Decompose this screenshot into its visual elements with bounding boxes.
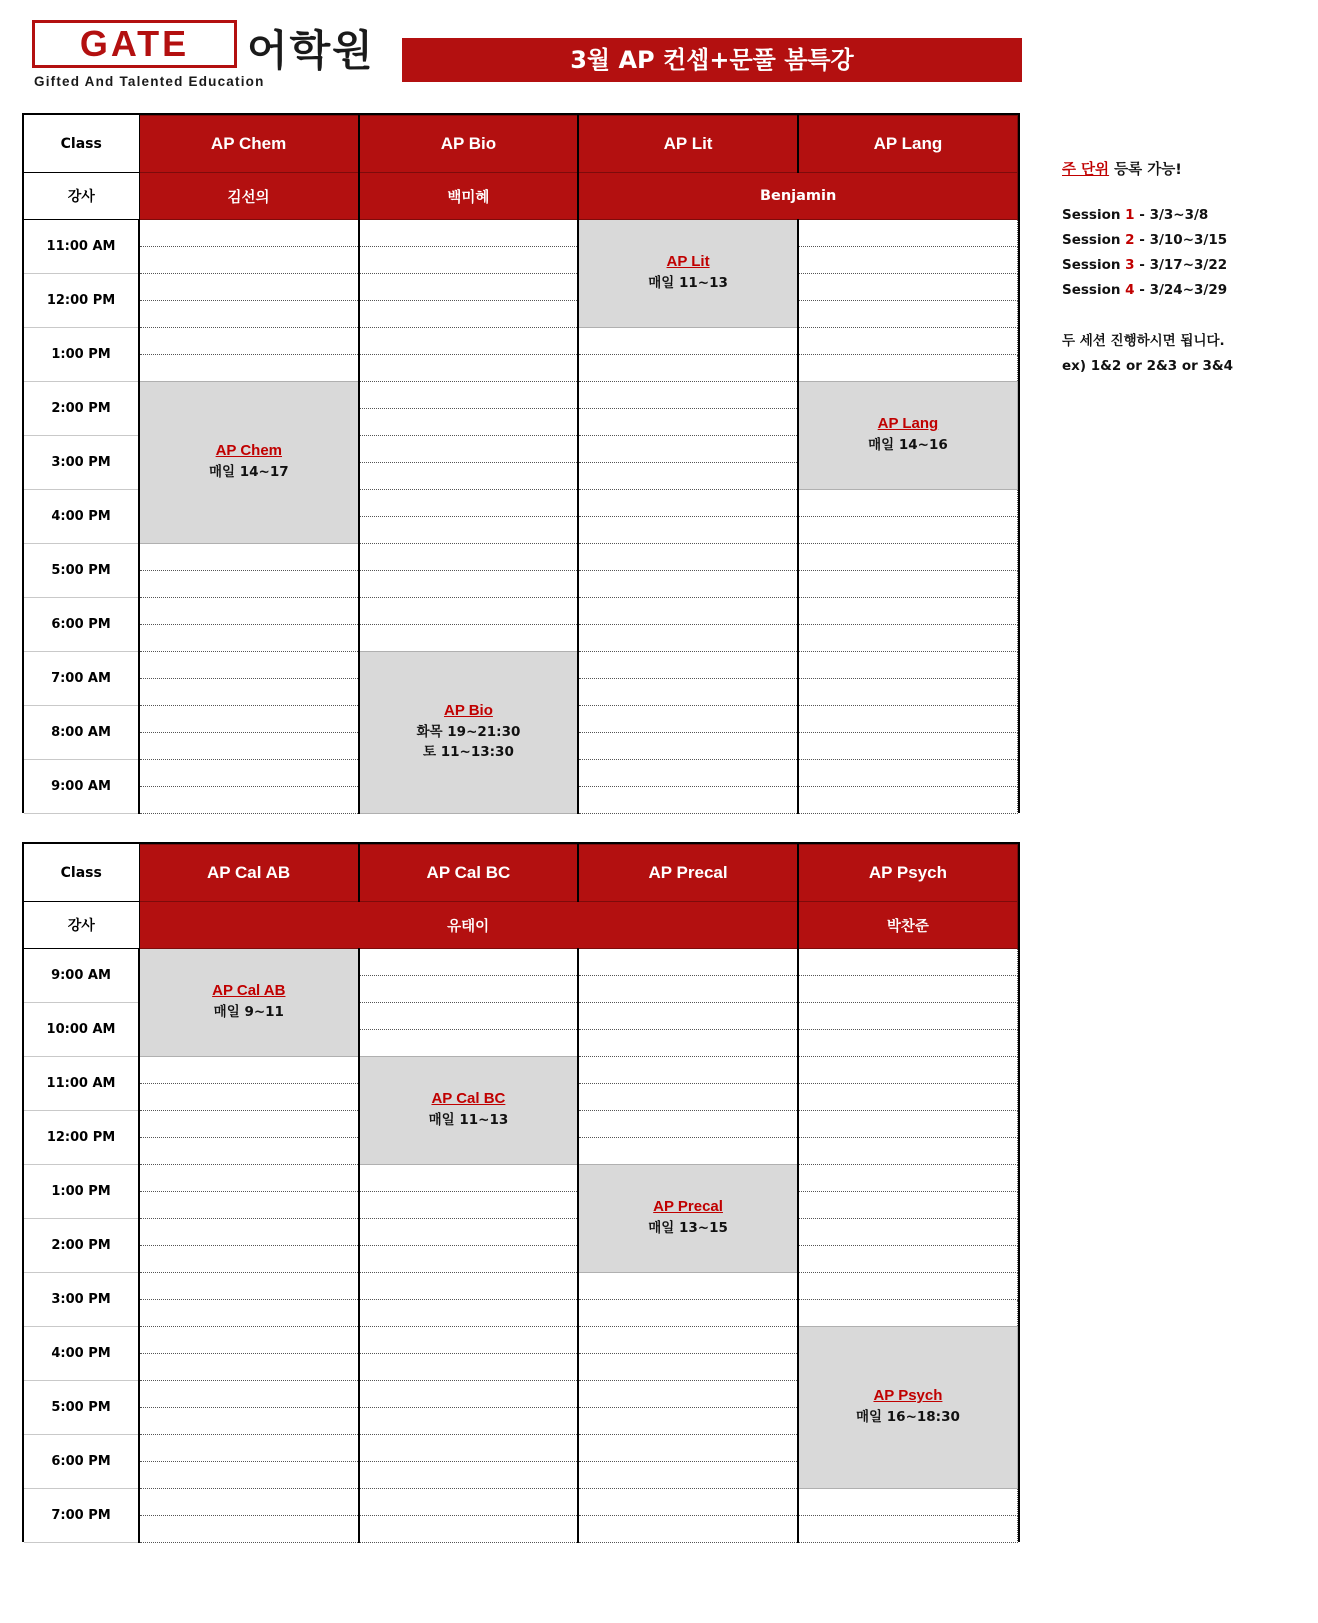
empty-slot[interactable] [578,1111,798,1138]
class-block[interactable] [798,382,1018,490]
empty-slot[interactable] [139,1138,359,1165]
class-time: 매일 9~11 [213,1004,284,1021]
empty-slot[interactable] [359,436,579,463]
session-number: 2 [1125,231,1135,248]
empty-slot[interactable] [578,976,798,1003]
empty-slot[interactable] [139,1381,359,1408]
empty-slot[interactable] [578,1003,798,1030]
class-block[interactable] [139,949,359,1057]
logo-main-text: GATE [79,23,190,64]
empty-slot[interactable] [798,760,1018,787]
class-name: AP Bio [443,702,493,720]
empty-slot[interactable] [798,1084,1018,1111]
time-label: 3:00 PM [24,436,139,490]
teacher-name: 유태이 [139,902,798,949]
time-label: 2:00 PM [24,1219,139,1273]
empty-slot[interactable] [578,409,798,436]
empty-slot[interactable] [139,1462,359,1489]
time-label: 11:00 AM [24,220,139,274]
corner-label: Class [24,116,139,173]
teacher-label: 강사 [24,902,139,949]
empty-slot[interactable] [139,706,359,733]
teacher-name: 김선의 [139,173,359,220]
empty-slot[interactable] [578,490,798,517]
schedule-row [24,1219,1018,1246]
column-header: AP Chem [139,116,359,173]
empty-slot[interactable] [798,1003,1018,1030]
empty-slot[interactable] [359,517,579,544]
schedule-grid-2 [24,844,1018,1543]
class-name: AP Lit [666,253,710,271]
empty-slot[interactable] [578,1273,798,1300]
empty-slot[interactable] [578,1327,798,1354]
schedule-row [24,1057,1018,1084]
schedule-row [24,1246,1018,1273]
class-name: AP Cal BC [431,1090,506,1108]
empty-slot[interactable] [798,328,1018,355]
time-label: 1:00 PM [24,328,139,382]
time-label: 5:00 PM [24,1381,139,1435]
schedule-row [24,571,1018,598]
time-label: 9:00 AM [24,949,139,1003]
empty-slot[interactable] [139,1165,359,1192]
schedule-row [24,1327,1018,1354]
empty-slot[interactable] [359,247,579,274]
class-block[interactable] [578,220,798,328]
time-label: 7:00 PM [24,1489,139,1543]
empty-slot[interactable] [139,598,359,625]
empty-slot[interactable] [359,571,579,598]
empty-slot[interactable] [578,571,798,598]
empty-slot[interactable] [578,1489,798,1516]
empty-slot[interactable] [139,1273,359,1300]
empty-slot[interactable] [578,706,798,733]
schedule-row [24,544,1018,571]
empty-slot[interactable] [359,1273,579,1300]
empty-slot[interactable] [139,652,359,679]
empty-slot[interactable] [139,1354,359,1381]
empty-slot[interactable] [139,1327,359,1354]
teacher-name: Benjamin [578,173,1017,220]
schedule-row [24,274,1018,301]
empty-slot[interactable] [578,652,798,679]
empty-slot[interactable] [798,1300,1018,1327]
time-label: 10:00 AM [24,1003,139,1057]
schedule-row [24,328,1018,355]
schedule-row [24,1489,1018,1516]
empty-slot[interactable] [359,1300,579,1327]
empty-slot[interactable] [139,1300,359,1327]
empty-slot[interactable] [578,328,798,355]
empty-slot[interactable] [798,733,1018,760]
column-header: AP Lang [798,116,1018,173]
empty-slot[interactable] [139,1435,359,1462]
empty-slot[interactable] [359,463,579,490]
empty-slot[interactable] [359,1354,579,1381]
session-item [1062,228,1302,253]
empty-slot[interactable] [359,949,579,976]
empty-slot[interactable] [359,976,579,1003]
empty-slot[interactable] [139,1111,359,1138]
empty-slot[interactable] [798,1165,1018,1192]
class-time: 화목 19~21:30 [416,724,521,741]
empty-slot[interactable] [139,679,359,706]
empty-slot[interactable] [578,679,798,706]
notes-headline [1062,158,1302,179]
session-label: Session [1062,281,1126,298]
empty-slot[interactable] [578,436,798,463]
schedule-row [24,355,1018,382]
empty-slot[interactable] [578,1408,798,1435]
page-header [0,0,1318,100]
empty-slot[interactable] [359,490,579,517]
logo [32,20,402,94]
side-notes [1062,158,1302,379]
session-label: Session [1062,231,1126,248]
time-label: 3:00 PM [24,1273,139,1327]
session-number: 1 [1125,207,1135,223]
time-label: 2:00 PM [24,382,139,436]
empty-slot[interactable] [139,1219,359,1246]
empty-slot[interactable] [578,1030,798,1057]
class-time: 매일 13~15 [648,1220,728,1237]
empty-slot[interactable] [578,1084,798,1111]
column-header: AP Cal BC [359,845,579,902]
schedule-row [24,220,1018,247]
empty-slot[interactable] [578,625,798,652]
empty-slot[interactable] [139,328,359,355]
class-time: 매일 11~13 [428,1112,509,1129]
class-time: 매일 14~17 [208,464,289,481]
empty-slot[interactable] [798,571,1018,598]
class-time: 토 11~13:30 [423,744,514,760]
empty-slot[interactable] [798,517,1018,544]
time-label: 5:00 PM [24,544,139,598]
schedule-row [24,1192,1018,1219]
empty-slot[interactable] [798,1192,1018,1219]
class-name: AP Psych [873,1387,943,1405]
empty-slot[interactable] [798,355,1018,382]
schedule-row [24,652,1018,679]
schedule-grid-1 [24,115,1018,814]
class-name: AP Cal AB [212,982,286,1000]
empty-slot[interactable] [798,949,1018,976]
class-name: AP Chem [215,442,283,460]
empty-slot[interactable] [798,1219,1018,1246]
empty-slot[interactable] [359,1516,579,1543]
empty-slot[interactable] [798,490,1018,517]
schedule-row [24,1300,1018,1327]
empty-slot[interactable] [139,760,359,787]
class-block[interactable] [139,382,359,544]
empty-slot[interactable] [359,1246,579,1273]
empty-slot[interactable] [139,301,359,328]
schedule-row [24,382,1018,409]
empty-slot[interactable] [798,247,1018,274]
page-title: 3월 AP 컨셉+문풀 봄특강 [402,38,1022,82]
session-label: Session [1062,256,1126,273]
empty-slot[interactable] [578,1462,798,1489]
class-time: 매일 14~16 [868,437,948,454]
column-header: AP Cal AB [139,845,359,902]
column-header: AP Bio [359,116,579,173]
schedule-row [24,301,1018,328]
empty-slot[interactable] [578,1381,798,1408]
empty-slot[interactable] [139,1489,359,1516]
empty-slot[interactable] [798,1273,1018,1300]
empty-slot[interactable] [578,949,798,976]
empty-slot[interactable] [578,1300,798,1327]
empty-slot[interactable] [798,1111,1018,1138]
empty-slot[interactable] [359,301,579,328]
empty-slot[interactable] [359,274,579,301]
schedule-table-2 [22,842,1020,1542]
empty-slot[interactable] [798,679,1018,706]
session-dates: - 3/17~3/22 [1134,256,1228,273]
notes-footer-line-2: ex) 1&2 or 2&3 or 3&4 [1062,357,1234,374]
session-item [1062,253,1302,278]
time-label: 11:00 AM [24,1057,139,1111]
teacher-name: 백미혜 [359,173,579,220]
empty-slot[interactable] [359,1489,579,1516]
empty-slot[interactable] [798,1246,1018,1273]
session-number: 3 [1125,256,1135,273]
time-label: 8:00 AM [24,706,139,760]
empty-slot[interactable] [578,382,798,409]
column-header: AP Lit [578,116,798,173]
schedule-row [24,1516,1018,1543]
session-item [1062,278,1302,303]
empty-slot[interactable] [139,1246,359,1273]
empty-slot[interactable] [798,220,1018,247]
empty-slot[interactable] [578,1435,798,1462]
teacher-name: 박찬준 [798,902,1018,949]
empty-slot[interactable] [359,1327,579,1354]
empty-slot[interactable] [139,355,359,382]
empty-slot[interactable] [359,328,579,355]
empty-slot[interactable] [798,544,1018,571]
empty-slot[interactable] [139,733,359,760]
empty-slot[interactable] [359,625,579,652]
empty-slot[interactable] [798,301,1018,328]
session-dates: - 3/10~3/15 [1134,231,1228,248]
empty-slot[interactable] [578,787,798,814]
empty-slot[interactable] [798,598,1018,625]
empty-slot[interactable] [359,1408,579,1435]
notes-headline-rest: 등록 가능! [1109,162,1182,178]
session-item [1062,203,1302,228]
empty-slot[interactable] [798,1516,1018,1543]
empty-slot[interactable] [139,1057,359,1084]
empty-slot[interactable] [578,1354,798,1381]
session-list [1062,203,1302,303]
empty-slot[interactable] [578,463,798,490]
schedule-row [24,598,1018,625]
empty-slot[interactable] [578,760,798,787]
time-label: 1:00 PM [24,1165,139,1219]
session-dates: - 3/3~3/8 [1134,207,1209,223]
empty-slot[interactable] [139,544,359,571]
empty-slot[interactable] [578,1138,798,1165]
schedule-row [24,247,1018,274]
class-name: AP Precal [653,1198,723,1216]
time-label: 9:00 AM [24,760,139,814]
session-label: Session [1062,207,1126,223]
empty-slot[interactable] [359,382,579,409]
empty-slot[interactable] [578,517,798,544]
class-block[interactable] [798,1327,1018,1489]
empty-slot[interactable] [139,571,359,598]
empty-slot[interactable] [359,1192,579,1219]
empty-slot[interactable] [798,1030,1018,1057]
empty-slot[interactable] [578,1516,798,1543]
notes-headline-underlined: 주 단위 [1062,162,1110,178]
empty-slot[interactable] [578,1057,798,1084]
time-label: 4:00 PM [24,490,139,544]
schedule-row [24,625,1018,652]
teacher-row [24,902,1018,949]
time-label: 12:00 PM [24,1111,139,1165]
empty-slot[interactable] [798,1138,1018,1165]
schedule-row [24,1165,1018,1192]
empty-slot[interactable] [359,544,579,571]
empty-slot[interactable] [798,1057,1018,1084]
empty-slot[interactable] [139,625,359,652]
header-row [24,116,1018,173]
empty-slot[interactable] [359,409,579,436]
time-label: 7:00 AM [24,652,139,706]
empty-slot[interactable] [139,220,359,247]
schedule-table-1 [22,113,1020,813]
empty-slot[interactable] [798,652,1018,679]
empty-slot[interactable] [359,1462,579,1489]
empty-slot[interactable] [798,625,1018,652]
empty-slot[interactable] [359,1381,579,1408]
empty-slot[interactable] [578,598,798,625]
empty-slot[interactable] [359,1030,579,1057]
teacher-row [24,173,1018,220]
teacher-label: 강사 [24,173,139,220]
empty-slot[interactable] [139,1516,359,1543]
schedule-row [24,1273,1018,1300]
empty-slot[interactable] [139,1084,359,1111]
notes-footer [1062,329,1302,379]
class-block[interactable] [578,1165,798,1273]
class-block[interactable] [359,652,579,814]
class-name: AP Lang [877,415,939,433]
empty-slot[interactable] [798,787,1018,814]
empty-slot[interactable] [798,274,1018,301]
column-header: AP Precal [578,845,798,902]
empty-slot[interactable] [139,247,359,274]
header-row [24,845,1018,902]
notes-footer-line-1: 두 세션 진행하시면 됩니다. [1062,332,1225,349]
class-time: 매일 16~18:30 [856,1409,960,1426]
empty-slot[interactable] [139,1192,359,1219]
empty-slot[interactable] [798,706,1018,733]
corner-label: Class [24,845,139,902]
empty-slot[interactable] [359,1165,579,1192]
empty-slot[interactable] [359,1219,579,1246]
column-header: AP Psych [798,845,1018,902]
session-dates: - 3/24~3/29 [1134,281,1228,298]
logo-box [32,20,237,68]
schedule-row [24,949,1018,976]
empty-slot[interactable] [359,1003,579,1030]
time-label: 6:00 PM [24,1435,139,1489]
empty-slot[interactable] [798,1489,1018,1516]
empty-slot[interactable] [139,1408,359,1435]
time-label: 4:00 PM [24,1327,139,1381]
empty-slot[interactable] [359,220,579,247]
class-block[interactable] [359,1057,579,1165]
empty-slot[interactable] [139,274,359,301]
empty-slot[interactable] [359,355,579,382]
logo-korean-text: 어학원 [247,26,375,75]
empty-slot[interactable] [359,1435,579,1462]
time-label: 6:00 PM [24,598,139,652]
time-label: 12:00 PM [24,274,139,328]
session-number: 4 [1125,281,1135,298]
empty-slot[interactable] [359,598,579,625]
empty-slot[interactable] [578,733,798,760]
empty-slot[interactable] [578,355,798,382]
logo-tagline: Gifted And Talented Education [34,74,265,89]
class-time: 매일 11~13 [648,275,728,292]
empty-slot[interactable] [139,787,359,814]
empty-slot[interactable] [798,976,1018,1003]
empty-slot[interactable] [578,544,798,571]
